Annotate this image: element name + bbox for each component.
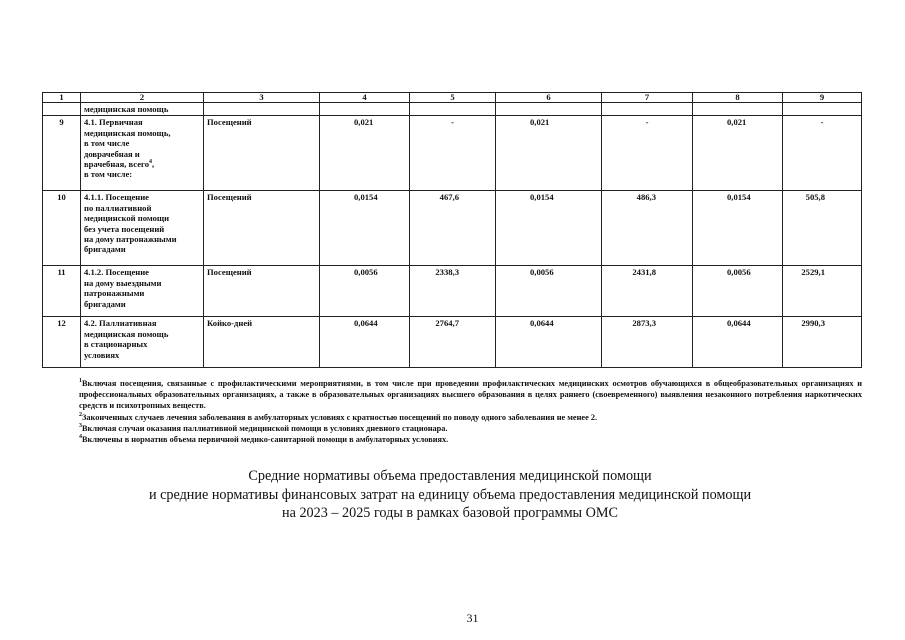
footnotes: [42, 378, 862, 445]
heading-line: Средние нормативы объема предоставления медицинской помощи: [248, 468, 652, 484]
footnote: $^2$Законченных случаев лечения заболевания в амбулаторных условиях с кратностью посещений по поводу одного заболевания не менее 2.: [79, 411, 598, 422]
row-number: 11: [43, 266, 81, 317]
cell-value: 0,0154: [693, 191, 783, 266]
cell-value: 0,0056: [693, 266, 783, 317]
col-header: 6: [496, 93, 602, 103]
cell-value: 2431,8: [602, 266, 693, 317]
cell-value: 0,021: [496, 116, 602, 191]
row-number: 12: [43, 317, 81, 368]
cell-value: 0,0154: [496, 191, 602, 266]
table-row: [43, 317, 862, 368]
row-name: 4.1.2. Посещение на дому выездными патронажными бригадами: [81, 266, 204, 317]
table-row: [43, 116, 862, 191]
col-header: 4: [320, 93, 410, 103]
table-row: [43, 191, 862, 266]
cell-value: 0,021: [693, 116, 783, 191]
table-header-row: [43, 93, 862, 103]
cell-value: 0,0644: [496, 317, 602, 368]
row-unit: Посещений: [204, 116, 320, 191]
col-header: 1: [43, 93, 81, 103]
footnote-ref: 4: [149, 159, 152, 166]
heading-line: на 2023 – 2025 годы в рамках базовой программы ОМС: [282, 505, 618, 521]
cell-value: 0,0644: [320, 317, 410, 368]
col-header: 8: [693, 93, 783, 103]
row-name: 4.1. Первичная медицинская помощь, в том числе доврачебная и врачебная, всего$^4$, в том числе:: [81, 116, 204, 191]
page-number: 31: [466, 611, 479, 625]
footnote: $^4$Включены в норматив объема первичной медико-санитарной помощи в амбулаторных условиях.: [79, 434, 449, 445]
col-header: 3: [204, 93, 320, 103]
row-unit: Посещений: [204, 191, 320, 266]
cell-value: -: [783, 116, 862, 191]
col-header: 5: [410, 93, 496, 103]
footnote: $^1$Включая посещения, связанные с профилактическими мероприятиями, в том числе при проведении профилактических медицинских осмотров обучающихся в общеобразовательных организациях и профессиональных образовательных организациях, а также в образовательных организациях высшего образования в целях раннего (своевременного) выявления незаконного потребления наркотических средств и психотропных веществ.: [79, 378, 862, 411]
cell-value: 467,6: [410, 191, 496, 266]
norms-table: [42, 92, 862, 368]
cell-value: 2529,1: [783, 266, 862, 317]
cell-value: 2990,3: [783, 317, 862, 368]
cell-value: 486,3: [602, 191, 693, 266]
row-unit: Койко-дней: [204, 317, 320, 368]
col-header: 9: [783, 93, 862, 103]
row-name: 4.2. Паллиативная медицинская помощь в стационарных условиях: [81, 317, 204, 368]
cell-value: 2764,7: [410, 317, 496, 368]
footnote: $^3$Включая случаи оказания паллиативной медицинской помощи в условиях дневного стационара.: [79, 423, 448, 433]
row-name: 4.1.1. Посещение по паллиативной медицинской помощи без учета посещений на дому патронажными бригадами: [81, 191, 204, 266]
table-row-continuation: [43, 103, 862, 116]
row-unit: Посещений: [204, 266, 320, 317]
cell-value: 505,8: [783, 191, 862, 266]
col-header: 2: [81, 93, 204, 103]
cell-value: -: [410, 116, 496, 191]
row-number: 9: [43, 116, 81, 191]
cell-value: 2873,3: [602, 317, 693, 368]
col-header: 7: [602, 93, 693, 103]
cell-value: 0,0644: [693, 317, 783, 368]
cell-value: 2338,3: [410, 266, 496, 317]
cell-value: -: [602, 116, 693, 191]
table-row: [43, 266, 862, 317]
continuation-text: медицинская помощь: [81, 103, 204, 116]
cell-value: 0,0154: [320, 191, 410, 266]
heading-line: и средние нормативы финансовых затрат на единицу объема предоставления медицинской помощи: [148, 486, 752, 503]
row-number: 10: [43, 191, 81, 266]
cell-value: 0,0056: [496, 266, 602, 317]
cell-value: 0,021: [320, 116, 410, 191]
section-heading: [100, 467, 800, 523]
cell-value: 0,0056: [320, 266, 410, 317]
